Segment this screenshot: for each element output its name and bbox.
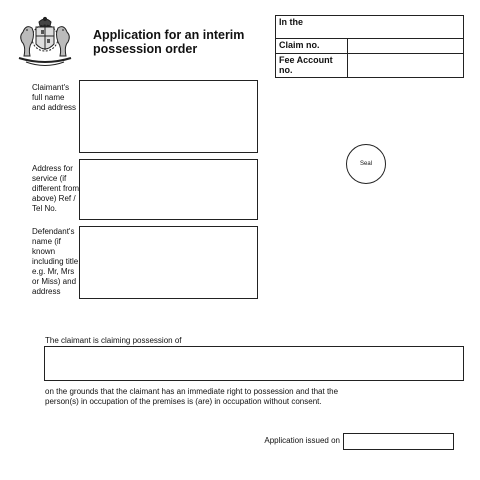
issued-on-field[interactable]	[343, 433, 454, 450]
fee-account-row	[275, 53, 464, 78]
issued-on-label: Application issued on	[264, 436, 340, 445]
service-address-field[interactable]	[79, 159, 258, 220]
seal-label: Seal	[359, 161, 372, 167]
premises-field[interactable]	[44, 346, 464, 381]
claimant-field[interactable]	[79, 80, 258, 153]
claim-no-field[interactable]	[348, 39, 463, 53]
in-the-label: In the	[279, 17, 303, 27]
fee-account-field[interactable]	[348, 54, 463, 77]
service-address-label: Address for service (if different from above) Ref / Tel No.	[32, 164, 79, 213]
claim-no-row	[275, 38, 464, 54]
defendant-label: Defendant's name (if known including title e.g. Mr, Mrs or Miss) and address	[32, 227, 79, 296]
possession-intro-text: The claimant is claiming possession of	[45, 336, 182, 345]
royal-coat-of-arms-icon	[14, 14, 76, 70]
defendant-field[interactable]	[79, 226, 258, 299]
claim-no-label: Claim no.	[279, 40, 320, 50]
fee-account-label: Fee Account no.	[279, 55, 333, 75]
grounds-text: on the grounds that the claimant has an immediate right to possession and that the person(s) in occupation of the premises is (are) in occupation without consent.	[45, 387, 339, 406]
court-seal	[346, 144, 386, 184]
court-name-row[interactable]	[275, 15, 464, 39]
claimant-label: Claimant's full name and address	[32, 83, 77, 112]
form-title: Application for an interim possession order	[93, 28, 245, 56]
